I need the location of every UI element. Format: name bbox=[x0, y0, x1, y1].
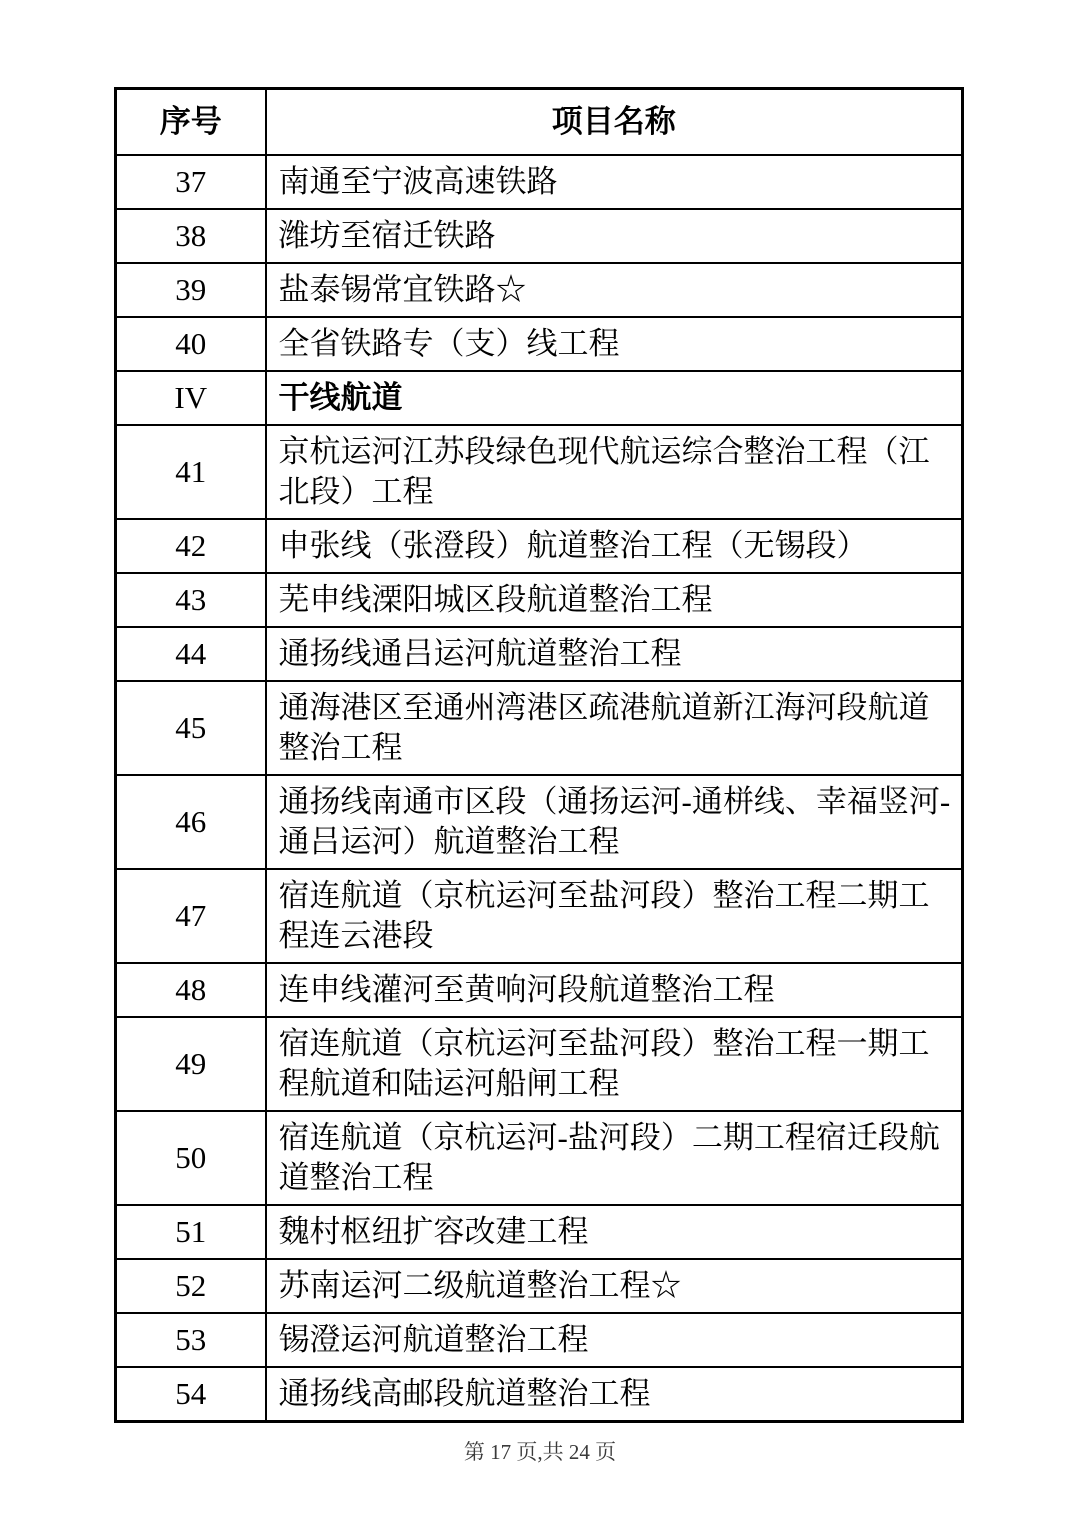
table-row bbox=[116, 775, 963, 869]
row-project-name: 宿连航道（京杭运河至盐河段）整治工程二期工程连云港段 bbox=[266, 869, 963, 963]
row-project-name: 通扬线高邮段航道整治工程 bbox=[266, 1367, 963, 1422]
row-serial-number: 51 bbox=[116, 1205, 266, 1259]
table-row bbox=[116, 263, 963, 317]
row-project-name: 魏村枢纽扩容改建工程 bbox=[266, 1205, 963, 1259]
row-project-name: 芜申线溧阳城区段航道整治工程 bbox=[266, 573, 963, 627]
table-row bbox=[116, 627, 963, 681]
row-serial-number: 46 bbox=[116, 775, 266, 869]
row-serial-number: 44 bbox=[116, 627, 266, 681]
row-serial-number: 42 bbox=[116, 519, 266, 573]
row-serial-number: 43 bbox=[116, 573, 266, 627]
row-project-name: 京杭运河江苏段绿色现代航运综合整治工程（江北段）工程 bbox=[266, 425, 963, 519]
table-row bbox=[116, 963, 963, 1017]
row-project-name: 锡澄运河航道整治工程 bbox=[266, 1313, 963, 1367]
row-project-name: 潍坊至宿迁铁路 bbox=[266, 209, 963, 263]
table-row bbox=[116, 1111, 963, 1205]
row-serial-number: IV bbox=[116, 371, 266, 425]
row-serial-number: 39 bbox=[116, 263, 266, 317]
table-row bbox=[116, 681, 963, 775]
row-project-name: 干线航道 bbox=[266, 371, 963, 425]
table-row bbox=[116, 1017, 963, 1111]
table-row bbox=[116, 573, 963, 627]
row-project-name: 宿连航道（京杭运河至盐河段）整治工程一期工程航道和陆运河船闸工程 bbox=[266, 1017, 963, 1111]
row-serial-number: 49 bbox=[116, 1017, 266, 1111]
row-project-name: 通海港区至通州湾港区疏港航道新江海河段航道整治工程 bbox=[266, 681, 963, 775]
project-table bbox=[114, 87, 964, 1423]
row-project-name: 南通至宁波高速铁路 bbox=[266, 155, 963, 209]
table-row bbox=[116, 209, 963, 263]
row-project-name: 苏南运河二级航道整治工程☆ bbox=[266, 1259, 963, 1313]
table-row bbox=[116, 425, 963, 519]
row-project-name: 盐泰锡常宜铁路☆ bbox=[266, 263, 963, 317]
table-row bbox=[116, 1205, 963, 1259]
row-serial-number: 47 bbox=[116, 869, 266, 963]
header-serial-number: 序号 bbox=[116, 89, 266, 156]
table-row bbox=[116, 317, 963, 371]
row-serial-number: 45 bbox=[116, 681, 266, 775]
row-serial-number: 52 bbox=[116, 1259, 266, 1313]
header-project-name: 项目名称 bbox=[266, 89, 963, 156]
table-header-row bbox=[116, 89, 963, 156]
row-serial-number: 41 bbox=[116, 425, 266, 519]
table-row bbox=[116, 371, 963, 425]
table-row bbox=[116, 1259, 963, 1313]
row-serial-number: 54 bbox=[116, 1367, 266, 1422]
row-project-name: 通扬线通吕运河航道整治工程 bbox=[266, 627, 963, 681]
row-project-name: 申张线（张澄段）航道整治工程（无锡段） bbox=[266, 519, 963, 573]
table-row bbox=[116, 1367, 963, 1422]
row-serial-number: 38 bbox=[116, 209, 266, 263]
row-project-name: 全省铁路专（支）线工程 bbox=[266, 317, 963, 371]
row-project-name: 宿连航道（京杭运河-盐河段）二期工程宿迁段航道整治工程 bbox=[266, 1111, 963, 1205]
row-serial-number: 50 bbox=[116, 1111, 266, 1205]
table-row bbox=[116, 1313, 963, 1367]
row-project-name: 通扬线南通市区段（通扬运河-通栟线、幸福竖河-通吕运河）航道整治工程 bbox=[266, 775, 963, 869]
table-row bbox=[116, 155, 963, 209]
row-serial-number: 48 bbox=[116, 963, 266, 1017]
row-serial-number: 40 bbox=[116, 317, 266, 371]
row-serial-number: 53 bbox=[116, 1313, 266, 1367]
row-project-name: 连申线灌河至黄响河段航道整治工程 bbox=[266, 963, 963, 1017]
page-number-footer: 第 17 页,共 24 页 bbox=[463, 1440, 617, 1464]
table-row bbox=[116, 519, 963, 573]
table-row bbox=[116, 869, 963, 963]
row-serial-number: 37 bbox=[116, 155, 266, 209]
table-body bbox=[116, 155, 963, 1422]
